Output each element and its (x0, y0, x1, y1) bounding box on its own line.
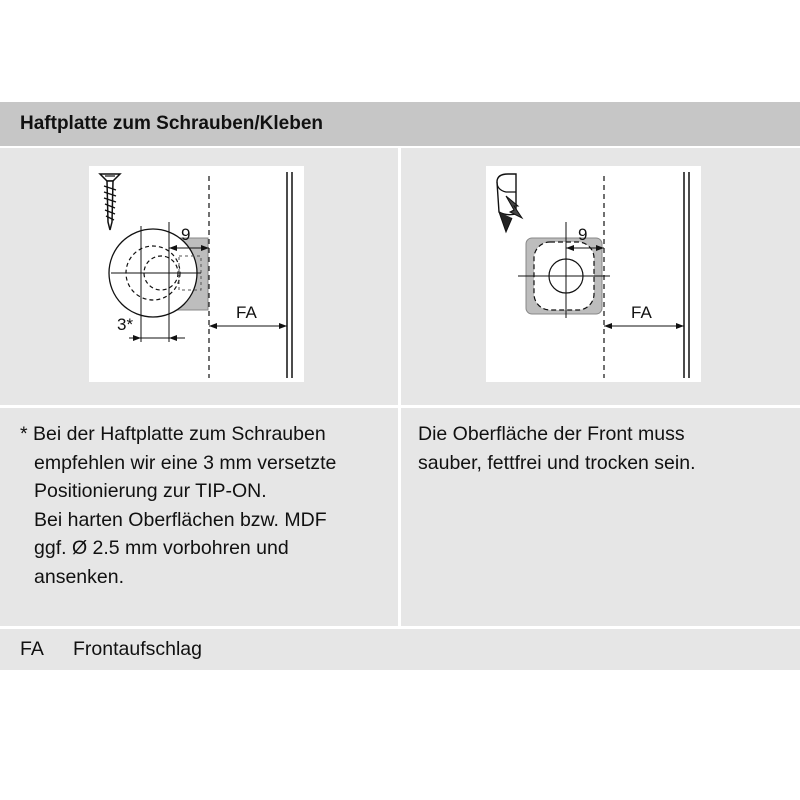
note-line: sauber, fettfrei und trocken sein. (418, 451, 696, 474)
screw-mounting-drawing (89, 166, 304, 382)
figure-panel-screw (0, 148, 398, 405)
note-line: ggf. Ø 2.5 mm vorbohren und (34, 537, 289, 559)
dim-fa-label: FA (236, 303, 257, 322)
dim-9-label: 9 (181, 225, 191, 244)
dim-3-label: 3* (117, 315, 134, 334)
note-line: * Bei der Haftplatte zum Schrauben (20, 423, 326, 445)
note-line: Positionierung zur TIP-ON. (34, 480, 267, 502)
dim-9-label: 9 (578, 225, 588, 244)
footnote-marker: * (20, 423, 28, 445)
legend-abbreviation: FA (20, 638, 44, 660)
adhesive-mounting-drawing (486, 166, 701, 382)
note-line: empfehlen wir eine 3 mm versetzte (34, 451, 337, 474)
figure-panel-adhesive (401, 148, 800, 405)
section-title: Haftplatte zum Schrauben/Kleben (20, 113, 323, 134)
note-line: Die Oberfläche der Front muss (418, 423, 685, 445)
figure-screw-mounting (89, 166, 304, 382)
note-panel-adhesive (401, 408, 800, 626)
legend-definition: Frontaufschlag (73, 638, 202, 660)
note-adhesive (418, 420, 788, 477)
note-panel-screw (0, 408, 398, 626)
note-line: ansenken. (34, 565, 124, 588)
section-header (0, 102, 800, 146)
adhesive-pad-icon (497, 174, 522, 232)
note-line: Bei harten Oberflächen bzw. MDF (34, 508, 327, 531)
instruction-sheet (0, 102, 800, 670)
figure-adhesive-mounting (486, 166, 701, 382)
note-screw (20, 420, 390, 591)
dim-fa-label: FA (631, 303, 652, 322)
screw-icon (100, 174, 120, 230)
legend-row (0, 629, 800, 670)
